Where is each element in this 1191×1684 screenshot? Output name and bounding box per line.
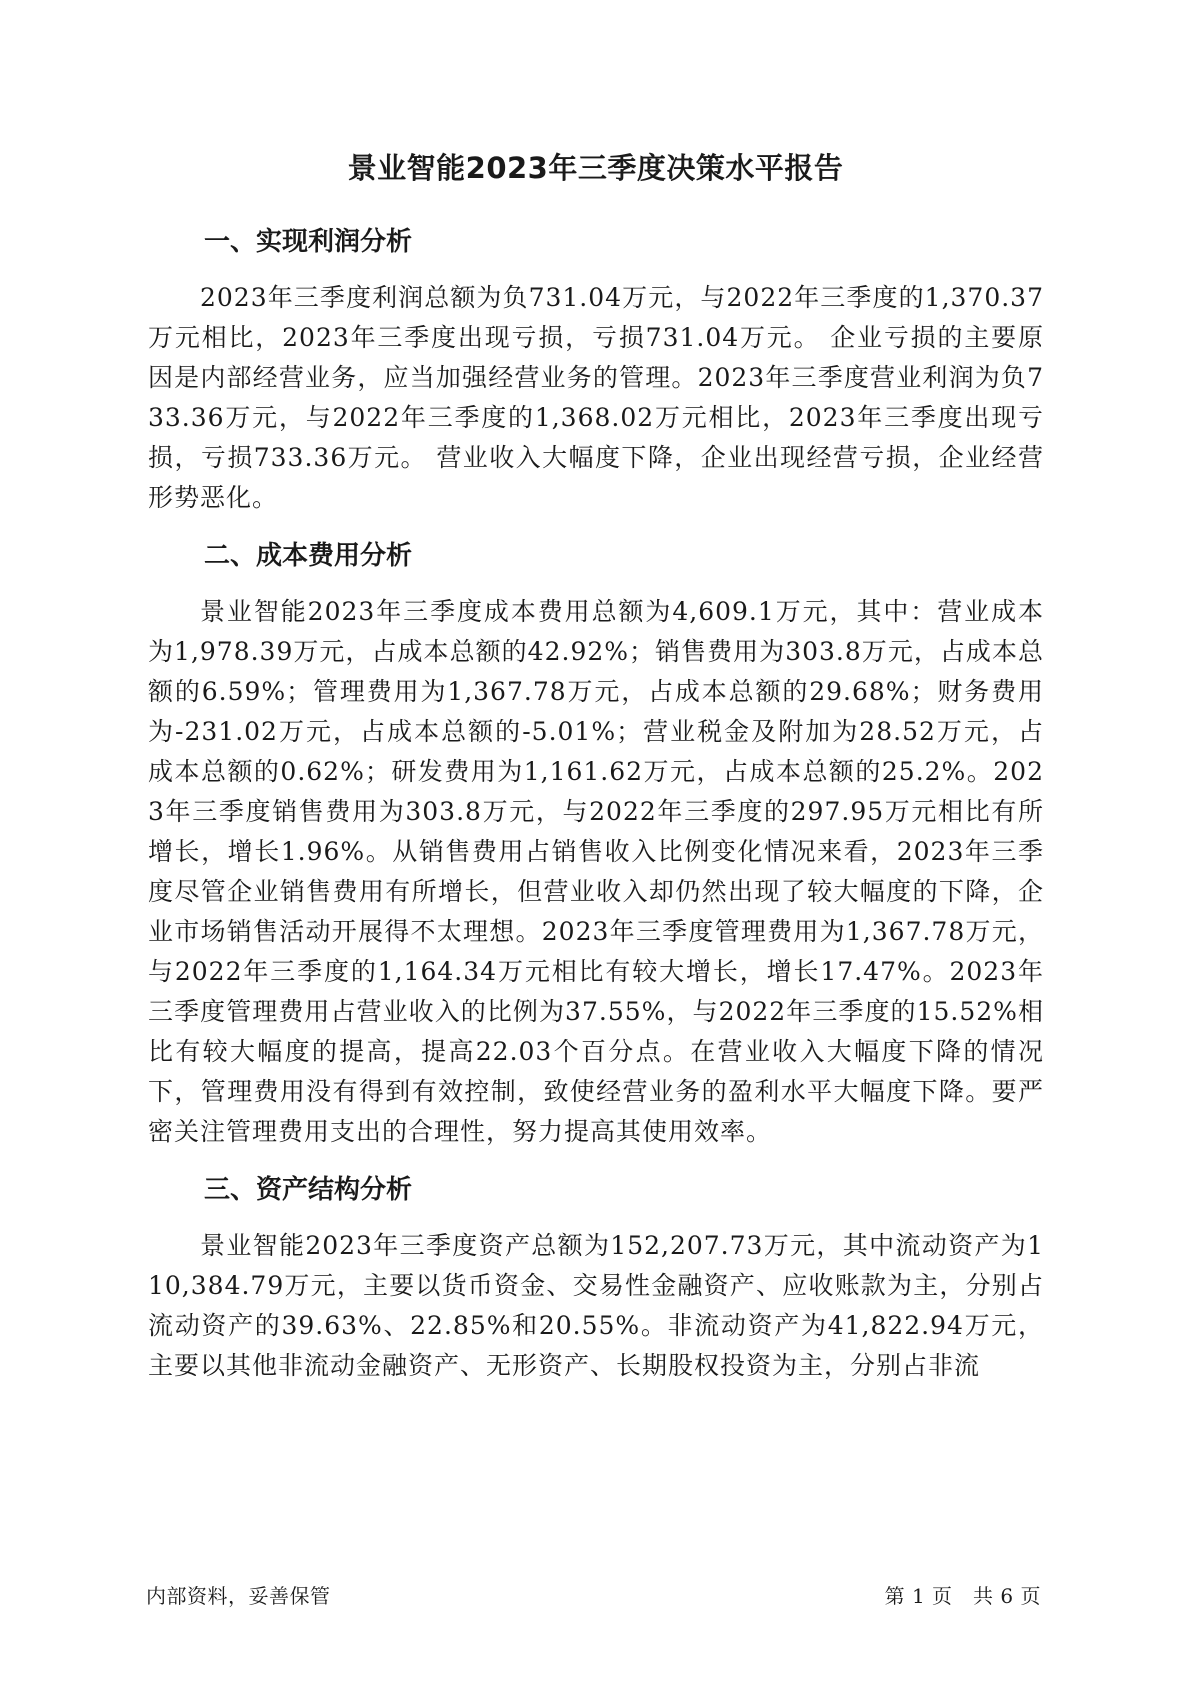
footer-page-number: 第 1 页 共 6 页 [884, 1584, 1041, 1608]
document-title: 景业智能2023年三季度决策水平报告 [347, 151, 844, 185]
footer-confidential-note: 内部资料，妥善保管 [146, 1584, 331, 1608]
document-body [148, 220, 1044, 1402]
paragraph-cost: 景业智能2023年三季度成本费用总额为4,609.1万元，其中：营业成本为1,978.39万元，占成本总额的42.92%；销售费用为303.8万元，占成本总额的6.59%；管理费用为1,367.78万元，占成本总额的29.68%；财务费用为-231.02万元，占成本总额的-5.01%；营业税金及附加为28.52万元，占成本总额的0.62%；研发费用为1,161.62万元，占成本总额的25.2%。2023年三季度销售费用为303.8万元，与2022年三季度的297.95万元相比有所增长，增长1.96%。从销售费用占销售收入比例变化情况来看，2023年三季度尽管企业销售费用有所增长，但营业收入却仍然出现了较大幅度的下降，企业市场销售活动开展得不太理想。2023年三季度管理费用为1,367.78万元，与2022年三季度的1,164.34万元相比有较大增长，增长17.47%。2023年三季度管理费用占营业收入的比例为37.55%，与2022年三季度的15.52%相比有较大幅度的提高，提高22.03个百分点。在营业收入大幅度下降的情况下，管理费用没有得到有效控制，致使经营业务的盈利水平大幅度下降。要严密关注管理费用支出的合理性，努力提高其使用效率。 [148, 597, 1044, 1146]
section-heading-cost: 二、成本费用分析 [204, 541, 413, 571]
section-heading-profit: 一、实现利润分析 [204, 227, 413, 257]
paragraph-profit: 2023年三季度利润总额为负731.04万元，与2022年三季度的1,370.37万元相比，2023年三季度出现亏损，亏损731.04万元。 企业亏损的主要原因是内部经营业务，应当加强经营业务的管理。2023年三季度营业利润为负733.36万元，与2022年三季度的1,368.02万元相比，2023年三季度出现亏损，亏损733.36万元。 营业收入大幅度下降，企业出现经营亏损，企业经营形势恶化。 [148, 283, 1044, 512]
paragraph-assets: 景业智能2023年三季度资产总额为152,207.73万元，其中流动资产为110,384.79万元，主要以货币资金、交易性金融资产、应收账款为主，分别占流动资产的39.63%、22.85%和20.55%。非流动资产为41,822.94万元，主要以其他非流动金融资产、无形资产、长期股权投资为主，分别占非流 [148, 1231, 1044, 1380]
section-heading-assets: 三、资产结构分析 [204, 1175, 413, 1205]
